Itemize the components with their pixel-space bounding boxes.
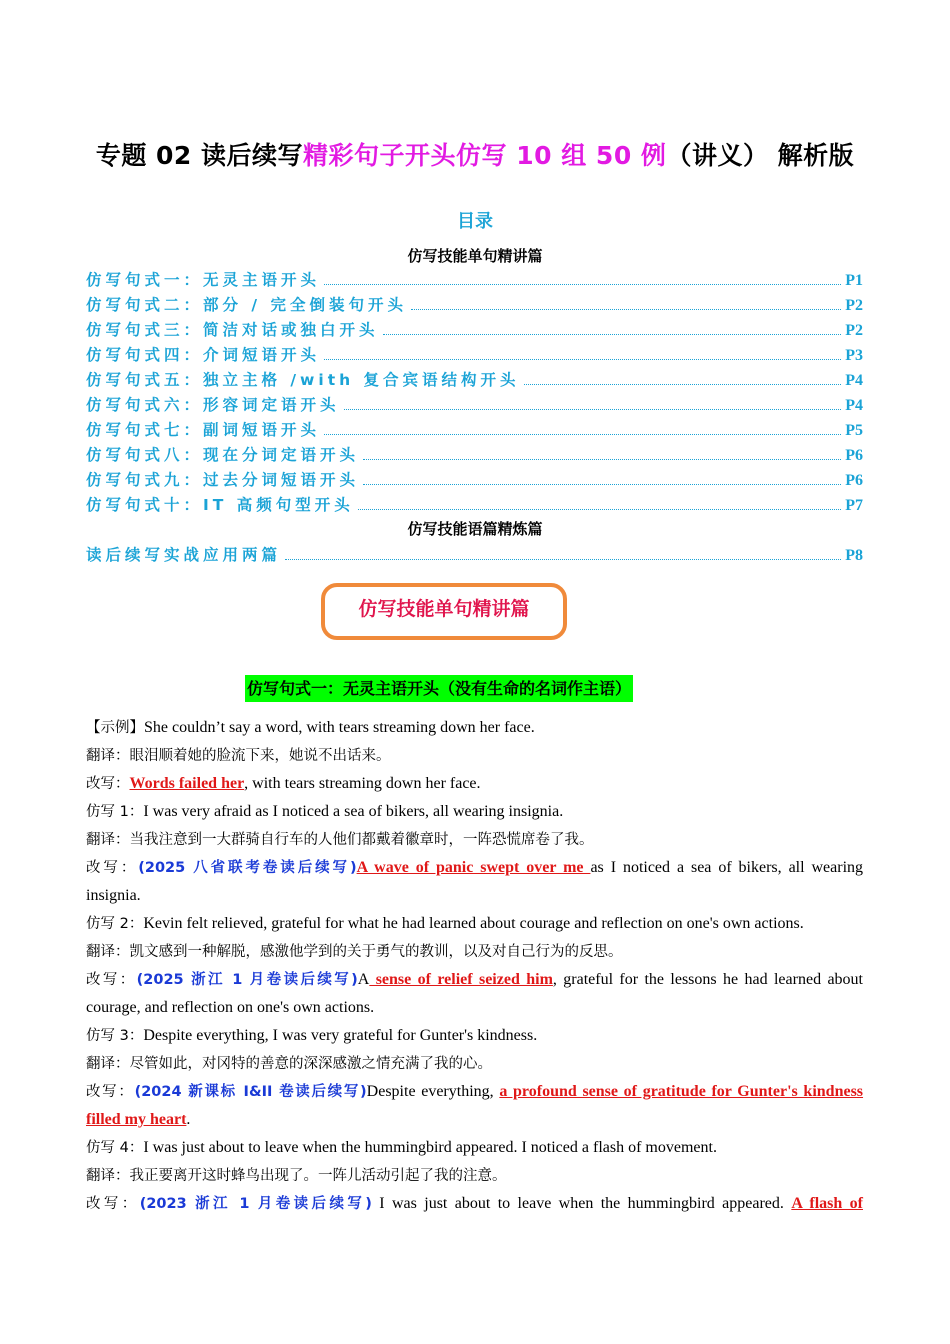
translation-line: 翻译：当我注意到一大群骑自行车的人他们都戴着徽章时，一阵恐慌席卷了我。: [86, 832, 594, 848]
practice-line: 仿写 1：I was very afraid as I noticed a sea of bikers, all wearing insignia.: [86, 803, 564, 820]
rewrite-line-cont: insignia.: [86, 887, 141, 904]
translation-line: 翻译：我正要离开这时蜂鸟出现了。一阵儿活动引起了我的注意。: [86, 1168, 507, 1184]
title-part1: 专题 02 读后续写: [95, 141, 304, 170]
practice-line: 仿写 3：Despite everything, I was very grateful for Gunter's kindness.: [86, 1027, 538, 1044]
page-title: [0, 136, 950, 172]
rewrite-line: 改写：(2025 八省联考卷读后续写)A wave of panic swept over me as I noticed a sea of bikers, all wearing: [86, 859, 864, 876]
translation-line: 翻译：尽管如此，对冈特的善意的深深感激之情充满了我的心。: [86, 1056, 492, 1072]
toc-item[interactable]: 仿写句式三：简洁对话或独白开头 P2: [86, 321, 863, 339]
practice-line: 仿写 2：Kevin felt relieved, grateful for what he had learned about courage and reflection on one's own actions.: [86, 915, 804, 932]
rewrite-line: 改写：(2023 浙江 1 月卷读后续写) I was just about to leave when the hummingbird appeared. A flash of: [86, 1195, 863, 1212]
toc-item[interactable]: 仿写句式九：过去分词短语开头 P6: [86, 471, 863, 489]
section-banner-title: 仿写技能单句精讲篇: [358, 598, 530, 620]
toc-item[interactable]: 仿写句式七：副词短语开头 P5: [86, 421, 863, 439]
toc-heading: 目录: [457, 211, 493, 232]
toc-item[interactable]: 仿写句式六：形容词定语开头 P4: [86, 396, 863, 414]
toc-section2: 仿写技能语篇精炼篇: [407, 520, 543, 538]
rewrite-line: 改写：(2024 新课标 I&II 卷读后续写)Despite everything, a profound sense of gratitude for Gunter's kindness: [86, 1083, 864, 1100]
toc-item[interactable]: 仿写句式四：介词短语开头 P3: [86, 346, 863, 364]
rewrite-line: 改写：Words failed her, with tears streaming down her face.: [86, 775, 481, 792]
pattern-heading: 仿写句式一：无灵主语开头（没有生命的名词作主语）: [245, 675, 633, 702]
translation-line: 翻译：眼泪顺着她的脸流下来，她说不出话来。: [86, 748, 391, 764]
rewrite-line-cont: courage, and reflection on one's own actions.: [86, 999, 375, 1016]
toc-item[interactable]: 读后续写实战应用两篇 P8: [86, 546, 863, 564]
toc-item[interactable]: 仿写句式一：无灵主语开头 P1: [86, 271, 863, 289]
toc-item[interactable]: 仿写句式十：IT 高频句型开头 P7: [86, 496, 863, 514]
title-part3: （讲义） 解析版: [666, 141, 855, 170]
translation-line: 翻译：凯文感到一种解脱，感激他学到的关于勇气的教训，以及对自己行为的反思。: [86, 944, 623, 960]
rewrite-line-cont: filled my heart.: [86, 1111, 191, 1128]
practice-line: 仿写 4：I was just about to leave when the hummingbird appeared. I noticed a flash of movement.: [86, 1139, 717, 1156]
toc-item[interactable]: 仿写句式五：独立主格 /with 复合宾语结构开头 P4: [86, 371, 863, 389]
toc-item[interactable]: 仿写句式八：现在分词定语开头 P6: [86, 446, 863, 464]
rewrite-line: 改写：(2025 浙江 1 月卷读后续写)A sense of relief seized him, grateful for the lessons he had learned about: [86, 971, 863, 988]
title-part2: 精彩句子开头仿写 10 组 50 例: [303, 141, 667, 170]
toc-section1: 仿写技能单句精讲篇: [407, 247, 543, 265]
toc-item[interactable]: 仿写句式二：部分 / 完全倒装句开头 P2: [86, 296, 863, 314]
example-line: 【示例】She couldn’t say a word, with tears streaming down her face.: [86, 719, 535, 736]
